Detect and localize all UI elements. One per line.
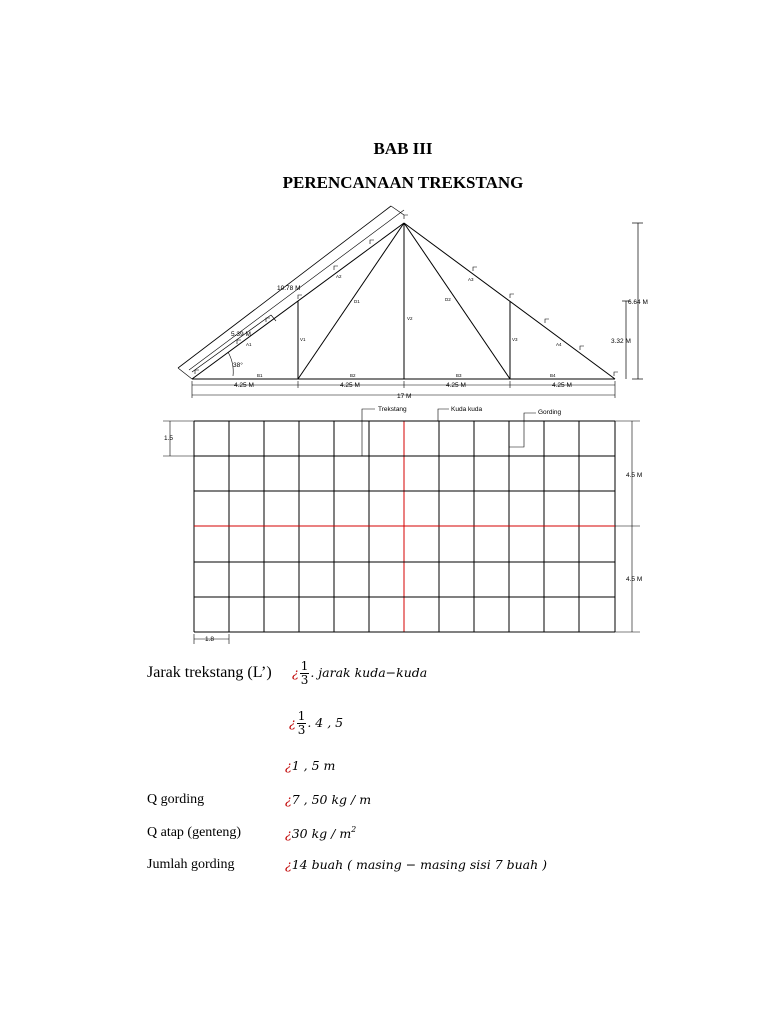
step2-tail: . 4 , 5 [307,715,344,730]
member-B2: B2 [350,373,356,378]
jarak-tail: . jarak kuda−kuda [310,665,428,680]
dim-right-upper: 4.5 M [626,472,643,479]
member-B4: B4 [550,373,556,378]
page-title: PERENCANAAN TREKSTANG [282,173,524,192]
error-mark: ¿ [285,857,292,872]
fraction: $\frac{1}{3}$ [297,709,306,737]
q-gording-value: 7 , 50 kg / m [291,792,372,807]
member-D2: D2 [445,297,451,302]
member-V3: V3 [512,337,518,342]
fraction: $\frac{1}{3}$ [300,659,309,687]
q-gording-expression [285,792,371,807]
callout-gording: Gording [538,409,562,416]
member-V2: V2 [407,316,413,321]
member-A3: A3 [468,277,474,282]
dim-rafter-full: 10.78 M [277,285,301,292]
step3-expression [285,758,335,773]
jumlah-expression [285,857,547,872]
jarak-expression [292,660,427,687]
dim-top: 1.5 [164,435,174,442]
bay-dim-1: 4.25 M [234,382,254,389]
member-A1: A1 [246,342,252,347]
bay-dim-4: 4.25 M [552,382,572,389]
q-atap-label: Q atap (genteng) [147,825,242,840]
error-mark: ¿ [289,715,296,730]
callout-trekstang: Trekstang [378,406,407,413]
error-mark: ¿ [292,665,299,680]
q-atap-value: 30 kg / m [291,826,352,841]
error-mark: ¿ [285,758,292,773]
bay-dim-2: 4.25 M [340,382,360,389]
step3-value: 1 , 5 m [291,758,336,773]
dim-height-half: 3.32 M [611,338,631,345]
member-B3: B3 [456,373,462,378]
dim-span: 17 M [397,393,412,400]
error-mark: ¿ [285,792,292,807]
jumlah-value: 14 buah ( masing − masing sisi 7 buah ) [291,857,548,872]
dim-height-full: 6.64 M [628,299,648,306]
chapter-heading: BAB III [373,139,433,158]
member-A2: A2 [336,274,342,279]
q-atap-expression [285,825,356,841]
roof-plan [163,406,642,644]
jarak-label: Jarak trekstang (L’) [147,664,272,681]
angle-label: 38° [233,362,243,369]
dim-bottom: 1.8 [205,636,215,643]
step2-expression [289,710,343,737]
member-V1: V1 [300,337,306,342]
left-diagonal [298,223,404,379]
q-atap-exponent: 2 [351,825,357,834]
member-B1: B1 [257,373,263,378]
right-diagonal [404,223,510,379]
jumlah-label: Jumlah gording [147,857,235,872]
error-mark: ¿ [285,826,292,841]
dim-right-lower: 4.5 M [626,576,643,583]
bay-dim-3: 4.25 M [446,382,466,389]
member-D1: D1 [354,299,360,304]
q-gording-label: Q gording [147,792,205,807]
dim-rafter-half: 5.39 M [231,331,251,338]
member-A4: A4 [556,342,562,347]
callout-kuda-kuda: Kuda kuda [451,406,483,413]
